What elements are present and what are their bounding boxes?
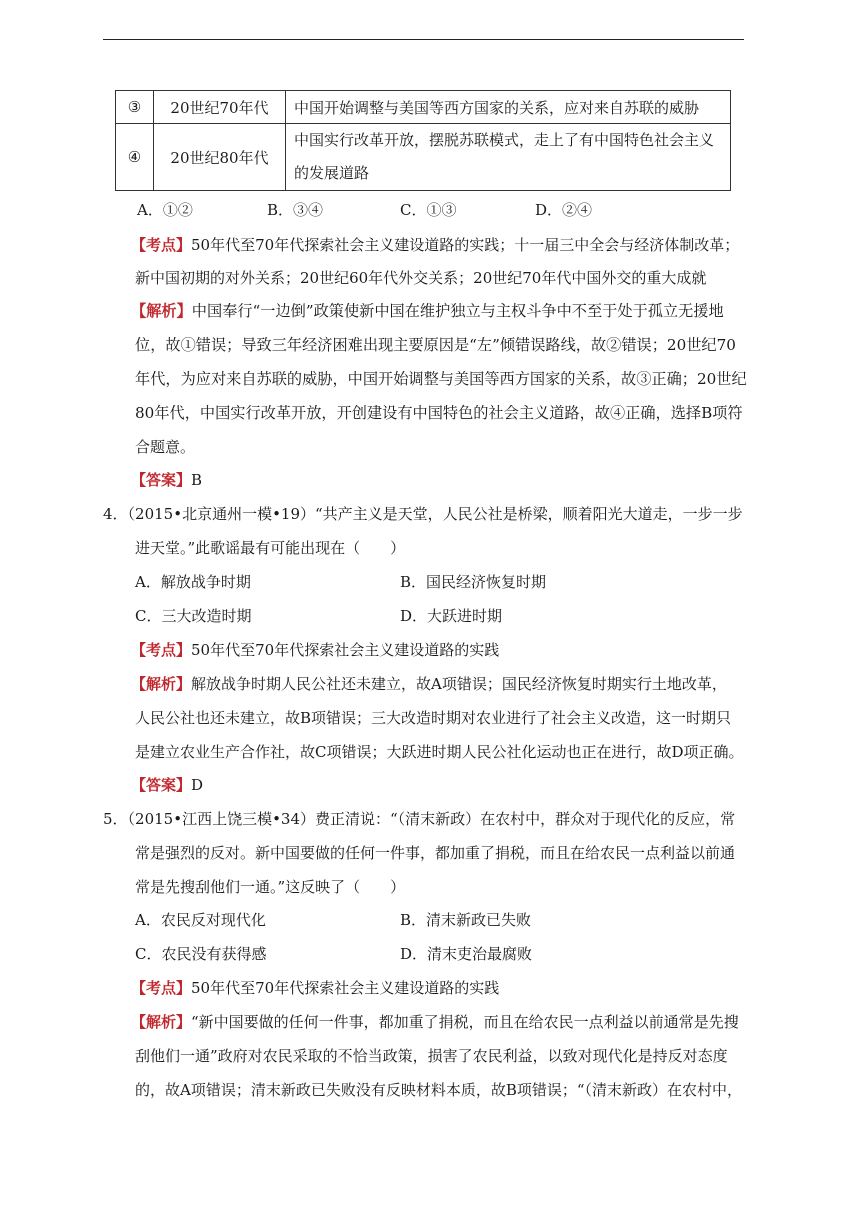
q5-jiexi: 【解析】“新中国要做的任何一件事，都加重了捐税，而且在给农民一点利益以前通常是先搜 <box>131 1013 739 1031</box>
q3-option-a: A．①② <box>137 201 193 219</box>
q4-answer: 【答案】D <box>131 776 204 794</box>
header-rule <box>103 39 744 40</box>
row-description: 中国开始调整与美国等西方国家的关系，应对来自苏联的威胁 <box>286 91 731 124</box>
table-row <box>116 124 731 191</box>
q3-jiexi: 【解析】中国奉行“一边倒”政策使新中国在维护独立与主权斗争中不至于处于孤立无援地 <box>131 302 724 320</box>
q3-option-d: D．②④ <box>535 201 593 219</box>
row-era: 20世纪80年代 <box>154 124 286 191</box>
jiexi-tag: 【解析】 <box>131 675 192 693</box>
kaodian-tag: 【考点】 <box>131 236 192 254</box>
comparison-table <box>115 90 731 191</box>
row-era: 20世纪70年代 <box>154 91 286 124</box>
q3-option-b: B．③④ <box>267 201 324 219</box>
q5-jiexi-line2: 刮他们一通”政府对农民采取的不恰当政策，损害了农民利益，以致对现代化是持反对态度 <box>135 1047 728 1065</box>
q4-option-c: C．三大改造时期 <box>135 607 252 625</box>
q3-jiexi-line5: 合题意。 <box>135 438 196 456</box>
q4-jiexi-line3: 是建立农业生产合作社，故C项错误；大跃进时期人民公社化运动也正在进行，故D项正确。 <box>135 743 744 761</box>
q4-option-a: A．解放战争时期 <box>135 573 251 591</box>
q4-jiexi: 【解析】解放战争时期人民公社还未建立，故A项错误；国民经济恢复时期实行土地改革， <box>131 675 727 693</box>
q5-option-c: C．农民没有获得感 <box>135 945 267 963</box>
q3-jiexi-line3: 年代，为应对来自苏联的威胁，中国开始调整与美国等西方国家的关系，故③正确；20世纪 <box>135 370 747 388</box>
q5-option-a: A．农民反对现代化 <box>135 911 266 929</box>
q4-stem: 4．（2015•北京通州一模•19）“共产主义是天堂，人民公社是桥梁，顺着阳光大道走，一步一步 <box>103 505 743 523</box>
q5-stem-line2: 常是强烈的反对。新中国要做的任何一件事，都加重了捐税，而且在给农民一点利益以前通 <box>135 844 736 862</box>
q4-jiexi-line2: 人民公社也还未建立，故B项错误；三大改造时期对农业进行了社会主义改造，这一时期只 <box>135 709 732 727</box>
q3-kaodian: 【考点】50年代至70年代探索社会主义建设道路的实践；十一届三中全会与经济体制改革； <box>131 236 740 254</box>
jiexi-tag: 【解析】 <box>131 302 192 320</box>
q5-kaodian: 【考点】50年代至70年代探索社会主义建设道路的实践 <box>131 979 500 997</box>
jiexi-tag: 【解析】 <box>131 1013 192 1031</box>
answer-tag: 【答案】 <box>131 776 192 794</box>
table-row <box>116 91 731 124</box>
q5-option-b: B．清末新政已失败 <box>400 911 532 929</box>
q5-option-d: D．清末吏治最腐败 <box>400 945 533 963</box>
q4-stem-line2: 进天堂。”此歌谣最有可能出现在（ ） <box>135 539 406 557</box>
q3-kaodian-line2: 新中国初期的对外关系；20世纪60年代外交关系；20世纪70年代中国外交的重大成就 <box>135 269 707 287</box>
q5-jiexi-line3: 的，故A项错误；清末新政已失败没有反映材料本质，故B项错误；“（清末新政）在农村中， <box>135 1081 743 1099</box>
q5-stem: 5．（2015•江西上饶三模•34）费正清说：“（清末新政）在农村中，群众对于现代化的反应，常 <box>103 810 736 828</box>
q4-option-d: D．大跃进时期 <box>400 607 503 625</box>
q3-option-c: C．①③ <box>400 201 457 219</box>
kaodian-tag: 【考点】 <box>131 979 192 997</box>
kaodian-tag: 【考点】 <box>131 641 192 659</box>
row-number: ④ <box>116 124 154 191</box>
q5-stem-line3: 常是先搜刮他们一通。”这反映了（ ） <box>135 878 406 896</box>
q4-kaodian: 【考点】50年代至70年代探索社会主义建设道路的实践 <box>131 641 500 659</box>
q4-option-b: B．国民经济恢复时期 <box>400 573 547 591</box>
row-description: 中国实行改革开放，摆脱苏联模式，走上了有中国特色社会主义 的发展道路 <box>286 124 731 191</box>
q3-jiexi-line2: 位，故①错误；导致三年经济困难出现主要原因是“左”倾错误路线，故②错误；20世纪70 <box>135 336 736 354</box>
q3-jiexi-line4: 80年代，中国实行改革开放，开创建设有中国特色的社会主义道路，故④正确，选择B项符 <box>135 404 743 422</box>
answer-tag: 【答案】 <box>131 471 192 489</box>
row-number: ③ <box>116 91 154 124</box>
q3-answer: 【答案】B <box>131 471 203 489</box>
